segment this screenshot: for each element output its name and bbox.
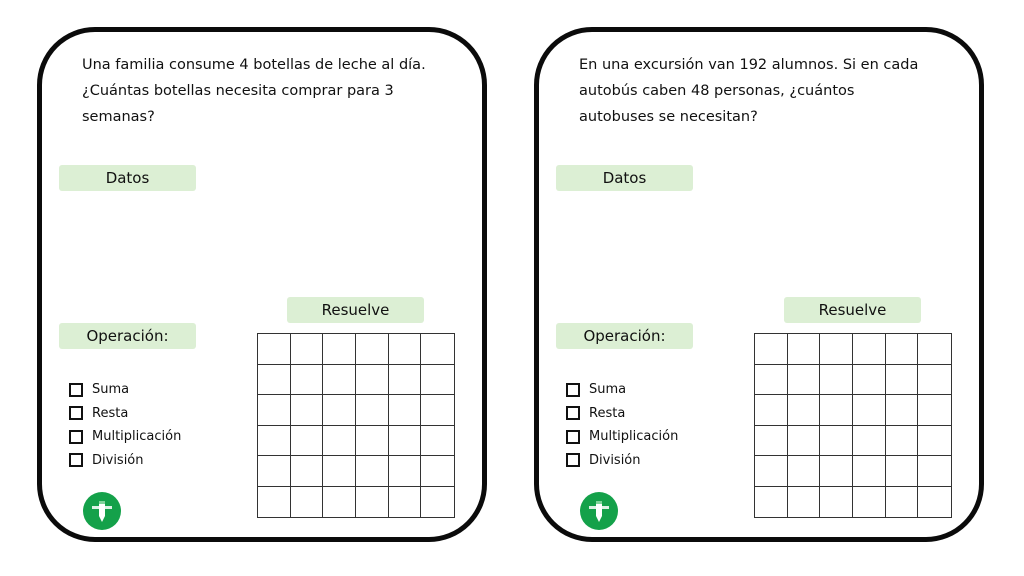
grid-cell	[258, 334, 291, 365]
datos-label: Datos	[556, 165, 693, 191]
grid-cell	[389, 334, 422, 365]
checkbox-icon[interactable]	[566, 453, 580, 467]
checkbox-icon[interactable]	[69, 406, 83, 420]
grid-cell	[291, 334, 324, 365]
problem-text: En una excursión van 192 alumnos. Si en cada autobús caben 48 personas, ¿cuántos autobuses se necesitan?	[579, 57, 919, 125]
grid-cell	[886, 365, 919, 396]
option-label: Multiplicación	[589, 429, 679, 445]
grid-cell	[356, 334, 389, 365]
grid-cell	[820, 334, 853, 365]
grid-cell	[323, 487, 356, 518]
grid-cell	[755, 334, 788, 365]
option-resta[interactable]	[566, 402, 678, 426]
grid-cell	[853, 426, 886, 457]
grid-cell	[853, 334, 886, 365]
grid-cell	[755, 426, 788, 457]
grid-cell	[356, 365, 389, 396]
grid-cell	[918, 426, 951, 457]
checkbox-icon[interactable]	[566, 430, 580, 444]
grid-cell	[356, 426, 389, 457]
option-label: Resta	[92, 405, 129, 421]
grid-cell	[389, 456, 422, 487]
grid-cell	[918, 456, 951, 487]
grid-cell	[755, 395, 788, 426]
option-label: División	[589, 452, 641, 468]
resuelve-label: Resuelve	[287, 297, 424, 323]
grid-cell	[886, 487, 919, 518]
grid-cell	[755, 456, 788, 487]
operation-options	[566, 378, 678, 472]
checkbox-icon[interactable]	[566, 406, 580, 420]
grid-cell	[853, 487, 886, 518]
grid-cell	[886, 456, 919, 487]
grid-cell	[323, 395, 356, 426]
grid-cell	[291, 395, 324, 426]
grid-cell	[323, 334, 356, 365]
option-label: Suma	[92, 382, 130, 398]
option-label: Resta	[589, 405, 626, 421]
grid-cell	[788, 334, 821, 365]
grid-cell	[820, 487, 853, 518]
option-suma[interactable]	[566, 378, 678, 402]
grid-cell	[258, 456, 291, 487]
grid-cell	[291, 487, 324, 518]
grid-cell	[886, 395, 919, 426]
answer-grid	[257, 333, 455, 518]
option-division[interactable]	[566, 449, 678, 473]
option-resta[interactable]	[69, 402, 181, 426]
grid-cell	[389, 487, 422, 518]
checkbox-icon[interactable]	[69, 430, 83, 444]
grid-cell	[258, 426, 291, 457]
grid-cell	[356, 487, 389, 518]
option-suma[interactable]	[69, 378, 181, 402]
grid-cell	[918, 365, 951, 396]
grid-cell	[323, 456, 356, 487]
option-label: Suma	[589, 382, 627, 398]
grid-cell	[886, 426, 919, 457]
operacion-label: Operación:	[556, 323, 693, 349]
grid-cell	[918, 487, 951, 518]
grid-cell	[389, 426, 422, 457]
checkbox-icon[interactable]	[566, 383, 580, 397]
grid-cell	[389, 365, 422, 396]
problem-card-1	[37, 27, 487, 542]
grid-cell	[788, 365, 821, 396]
grid-cell	[853, 365, 886, 396]
grid-cell	[421, 487, 454, 518]
grid-cell	[421, 365, 454, 396]
grid-cell	[755, 487, 788, 518]
grid-cell	[421, 334, 454, 365]
grid-cell	[421, 426, 454, 457]
option-multiplicacion[interactable]	[69, 425, 181, 449]
problem-card-2	[534, 27, 984, 542]
problem-text: Una familia consume 4 botellas de leche al día. ¿Cuántas botellas necesita comprar para 3 semanas?	[82, 57, 426, 125]
grid-cell	[323, 426, 356, 457]
grid-cell	[389, 395, 422, 426]
grid-cell	[820, 426, 853, 457]
grid-cell	[755, 365, 788, 396]
grid-cell	[918, 334, 951, 365]
grid-cell	[820, 365, 853, 396]
grid-cell	[853, 456, 886, 487]
answer-grid	[754, 333, 952, 518]
grid-cell	[356, 395, 389, 426]
grid-cell	[421, 395, 454, 426]
grid-cell	[323, 365, 356, 396]
grid-cell	[291, 365, 324, 396]
option-division[interactable]	[69, 449, 181, 473]
checkbox-icon[interactable]	[69, 453, 83, 467]
grid-cell	[291, 426, 324, 457]
grid-cell	[291, 456, 324, 487]
datos-label: Datos	[59, 165, 196, 191]
grid-cell	[788, 395, 821, 426]
grid-cell	[788, 487, 821, 518]
grid-cell	[258, 395, 291, 426]
grid-cell	[918, 395, 951, 426]
option-multiplicacion[interactable]	[566, 425, 678, 449]
pencil-logo-icon	[580, 492, 618, 530]
grid-cell	[421, 456, 454, 487]
grid-cell	[886, 334, 919, 365]
grid-cell	[258, 365, 291, 396]
option-label: División	[92, 452, 144, 468]
grid-cell	[853, 395, 886, 426]
grid-cell	[788, 456, 821, 487]
grid-cell	[356, 456, 389, 487]
grid-cell	[258, 487, 291, 518]
option-label: Multiplicación	[92, 429, 182, 445]
pencil-logo-icon	[83, 492, 121, 530]
grid-cell	[820, 456, 853, 487]
resuelve-label: Resuelve	[784, 297, 921, 323]
checkbox-icon[interactable]	[69, 383, 83, 397]
operation-options	[69, 378, 181, 472]
operacion-label: Operación:	[59, 323, 196, 349]
grid-cell	[820, 395, 853, 426]
grid-cell	[788, 426, 821, 457]
